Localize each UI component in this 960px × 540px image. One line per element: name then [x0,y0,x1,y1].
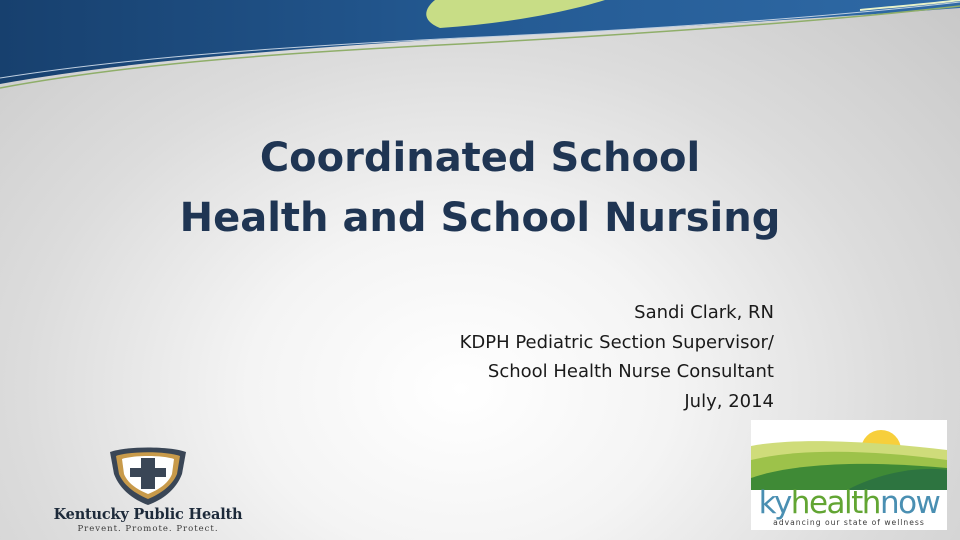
kyhealthnow-wordmark [751,486,947,520]
sun-hills-icon [751,420,947,490]
wordmark-health: health [790,485,880,521]
presentation-date: July, 2014 [684,390,774,412]
wordmark-ky: ky [758,485,791,521]
header-banner-decoration [0,0,960,100]
kph-tagline: Prevent. Promote. Protect. [77,524,219,534]
kentucky-public-health-logo [28,444,268,538]
slide-title-line-1: Coordinated School [259,135,701,181]
kyhealthnow-tagline: advancing our state of wellness [773,518,925,527]
presenter-name: Sandi Clark, RN [634,302,774,323]
presenter-info [460,298,774,416]
kph-name: Kentucky Public Health [53,506,243,523]
shield-cross-icon [106,444,190,506]
slide-title-line-2: Health and School Nursing [179,195,781,241]
wordmark-now: now [879,485,940,521]
presenter-role-2: School Health Nurse Consultant [487,361,774,382]
kyhealthnow-logo [751,420,947,530]
presenter-role: KDPH Pediatric Section Supervisor/ [459,331,774,353]
slide-title [120,128,840,248]
